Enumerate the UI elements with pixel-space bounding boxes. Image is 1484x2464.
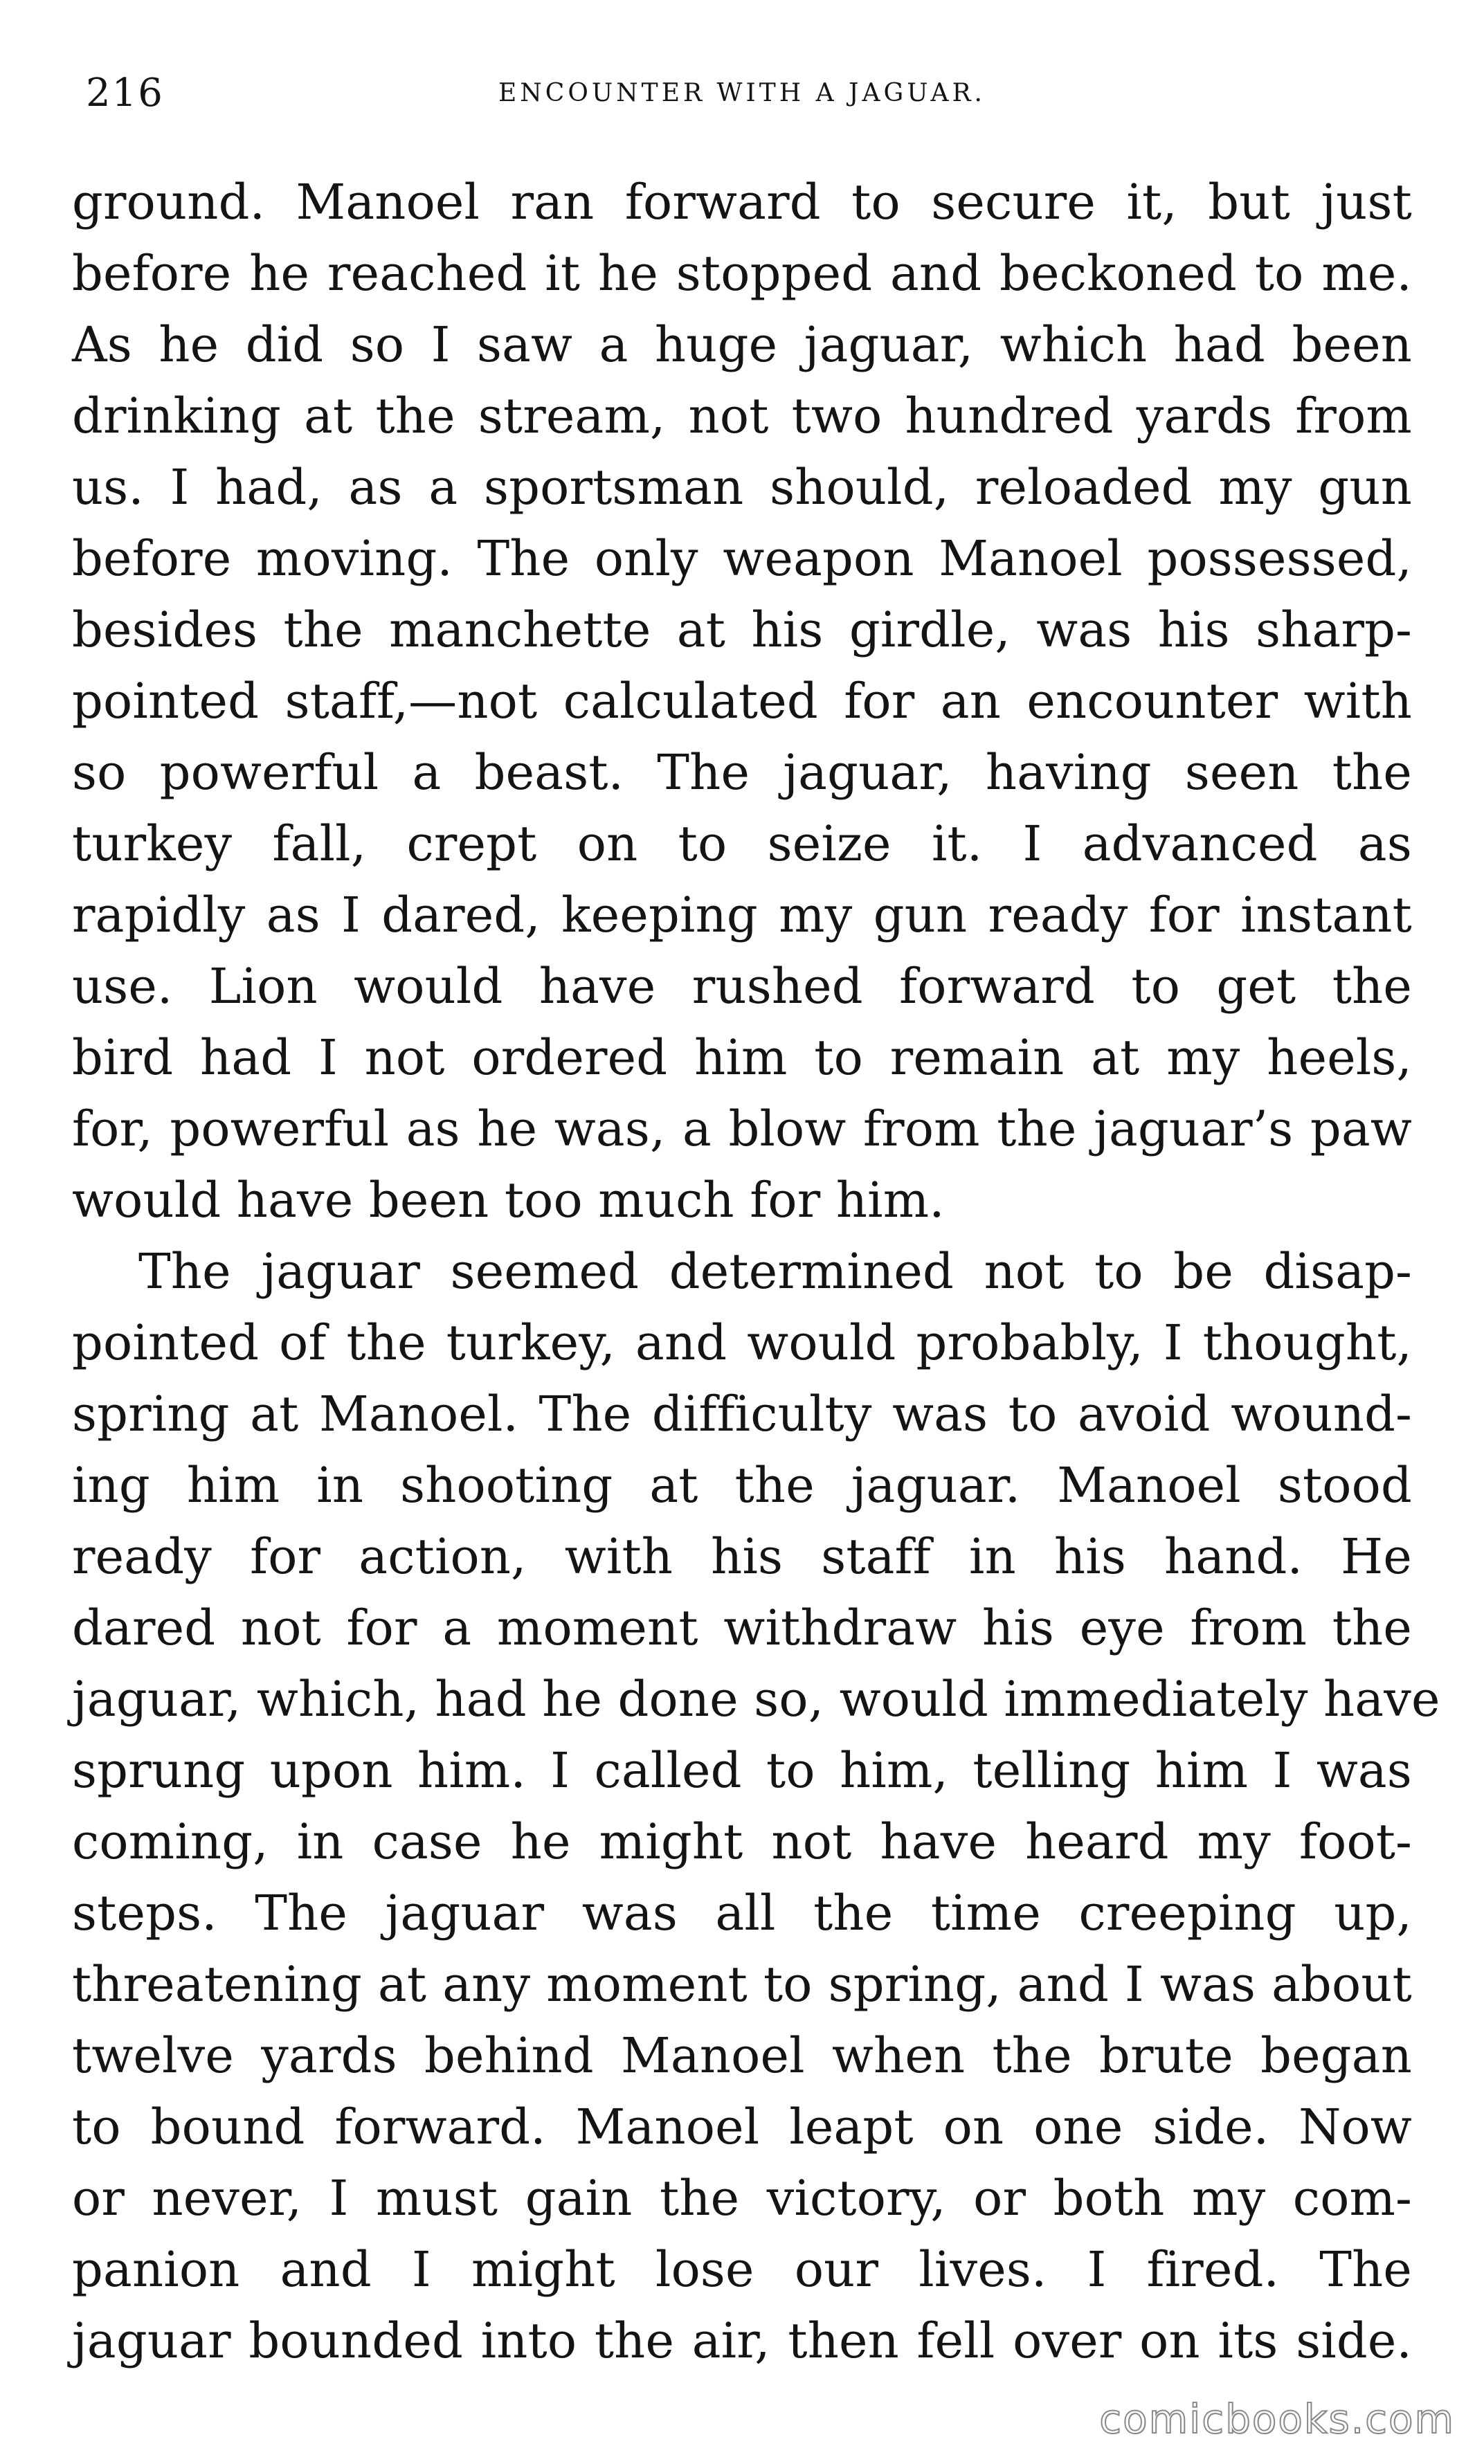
text-line: for, powerful as he was, a blow from the jaguar’s paw — [72, 1100, 1412, 1157]
text-line: pointed of the turkey, and would probably, I thought, — [72, 1314, 1412, 1371]
text-line: steps. The jaguar was all the time creeping up, — [72, 1885, 1412, 1941]
page-number: 216 — [86, 71, 164, 116]
text-line: so powerful a beast. The jaguar, having seen the — [72, 744, 1412, 801]
text-line: pointed staff,—not calculated for an encounter with — [72, 673, 1412, 730]
text-line: or never, I must gain the victory, or both my com- — [72, 2170, 1412, 2227]
text-line: ground. Manoel ran forward to secure it, but just — [72, 174, 1412, 230]
text-line: bird had I not ordered him to remain at my heels, — [72, 1029, 1412, 1086]
text-line: before moving. The only weapon Manoel possessed, — [72, 530, 1412, 587]
text-line: to bound forward. Manoel leapt on one side. Now — [72, 2099, 1412, 2155]
body-text — [72, 167, 1440, 2377]
text-line: threatening at any moment to spring, and I was about — [72, 1956, 1412, 2013]
text-line: turkey fall, crept on to seize it. I advanced as — [72, 815, 1412, 872]
text-line: dared not for a moment withdraw his eye from the — [72, 1600, 1412, 1656]
page-header — [69, 62, 1415, 125]
text-line: sprung upon him. I called to him, telling him I was — [72, 1742, 1412, 1799]
text-line: jaguar, which, had he done so, would immediately have — [72, 1671, 1440, 1728]
text-line: As he did so I saw a huge jaguar, which had been — [72, 316, 1412, 373]
text-line: drinking at the stream, not two hundred yards from — [72, 388, 1412, 444]
text-line: use. Lion would have rushed forward to get the — [72, 958, 1412, 1015]
text-line: ing him in shooting at the jaguar. Manoel stood — [72, 1457, 1412, 1514]
running-head: ENCOUNTER WITH A JAGUAR. — [498, 79, 986, 107]
text-line: The jaguar seemed determined not to be disap- — [138, 1243, 1412, 1300]
text-line: twelve yards behind Manoel when the brute began — [72, 2027, 1412, 2084]
text-line: rapidly as I dared, keeping my gun ready for instant — [72, 887, 1412, 943]
text-line: spring at Manoel. The difficulty was to avoid wound- — [72, 1386, 1412, 1442]
text-line: us. I had, as a sportsman should, reloaded my gun — [72, 459, 1412, 516]
text-line: besides the manchette at his girdle, was his sharp- — [72, 601, 1412, 658]
text-line: coming, in case he might not have heard my foot- — [72, 1813, 1412, 1870]
text-line: panion and I might lose our lives. I fired. The — [72, 2241, 1412, 2298]
text-line: before he reached it he stopped and beckoned to me. — [72, 245, 1412, 302]
text-line: ready for action, with his staff in his hand. He — [72, 1528, 1412, 1585]
text-line: jaguar bounded into the air, then fell over on its side. — [72, 2312, 1412, 2369]
text-line: would have been too much for him. — [72, 1172, 945, 1229]
watermark: comicbooks.com — [1099, 2395, 1455, 2443]
